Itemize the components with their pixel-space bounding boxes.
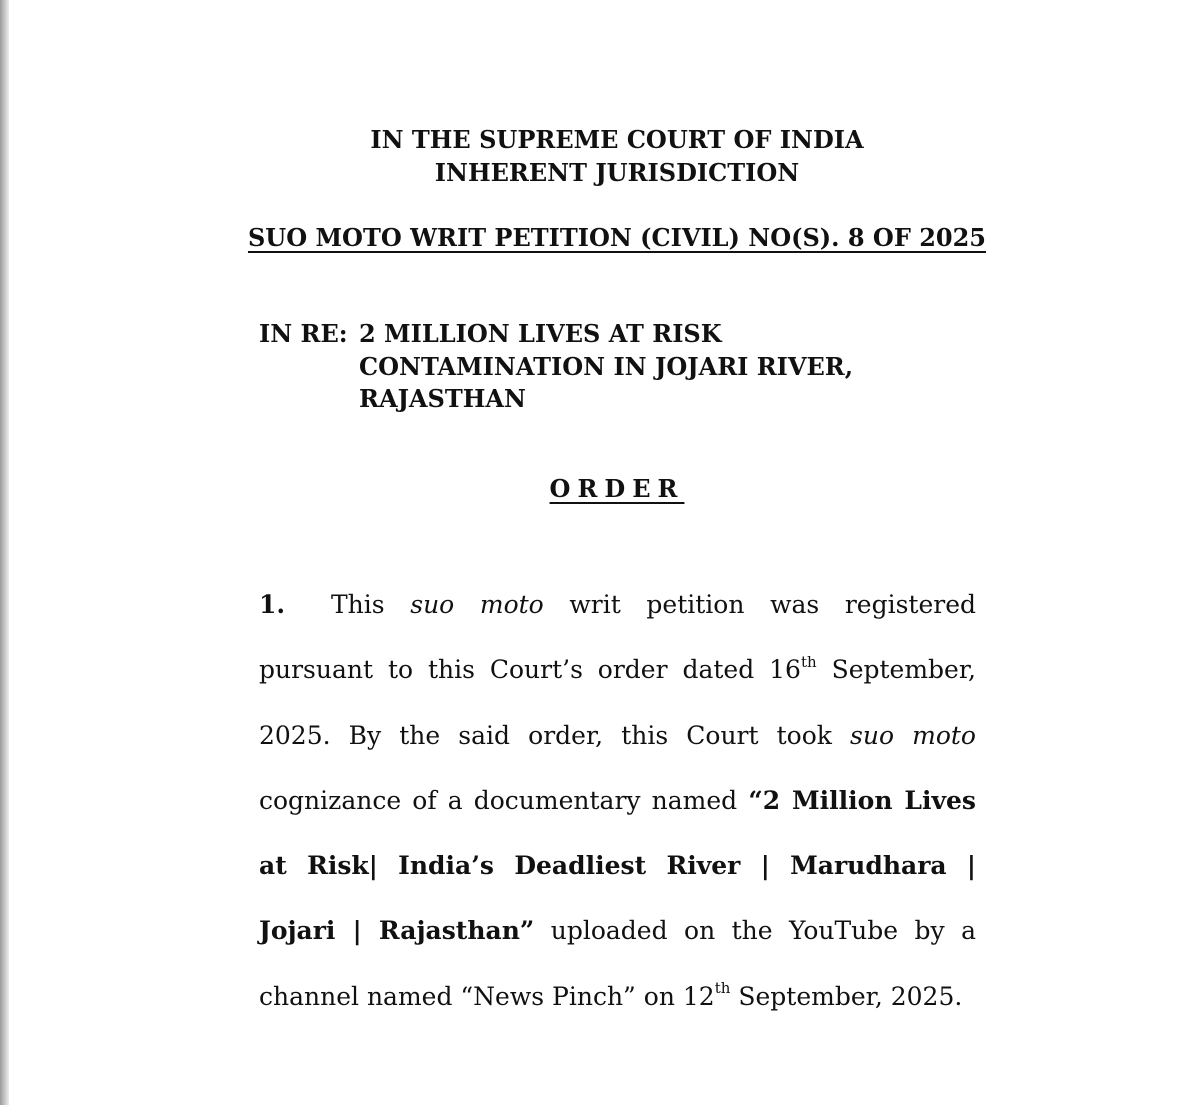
in-re-line: CONTAMINATION IN JOJARI RIVER, — [359, 351, 854, 381]
paragraph-1 — [259, 572, 976, 1029]
in-re-block — [259, 318, 854, 413]
paragraph-italic-text: suo moto — [850, 720, 976, 750]
in-re-label: IN RE: — [259, 319, 348, 348]
order-heading-text: ORDER — [549, 474, 685, 503]
in-re-line: 2 MILLION LIVES AT RISK — [359, 319, 722, 348]
ordinal-suffix: th — [800, 652, 817, 671]
paragraph-text: uploaded on the YouTube by a channel named “News Pinch” on 12 — [259, 916, 976, 1011]
in-re-line: RAJASTHAN — [359, 384, 526, 413]
in-re-title — [359, 318, 853, 416]
jurisdiction: INHERENT JURISDICTION — [434, 158, 800, 187]
paragraph-text: cognizance of a documentary named — [259, 785, 749, 815]
petition-number: SUO MOTO WRIT PETITION (CIVIL) NO(S). 8 OF 2025 — [247, 223, 987, 252]
paragraph-italic-text: suo moto — [410, 590, 544, 619]
ordinal-suffix: th — [714, 979, 731, 998]
order-heading — [0, 473, 1200, 505]
documentary-title: “2 Million Lives at Risk| India’s Deadliest River | Marudhara | Jojari | Rajasthan” — [259, 785, 976, 946]
paragraph-text: This — [331, 590, 411, 619]
paragraph-text: September, 2025. By the said order, this Court took — [259, 655, 976, 750]
paragraph-text: writ petition was registered pursuant to this Court’s order dated 16 — [259, 590, 976, 685]
paragraph-number: 1. — [259, 590, 286, 619]
court-name: IN THE SUPREME COURT OF INDIA — [370, 125, 864, 154]
paragraph-text: September, 2025. — [730, 981, 963, 1011]
